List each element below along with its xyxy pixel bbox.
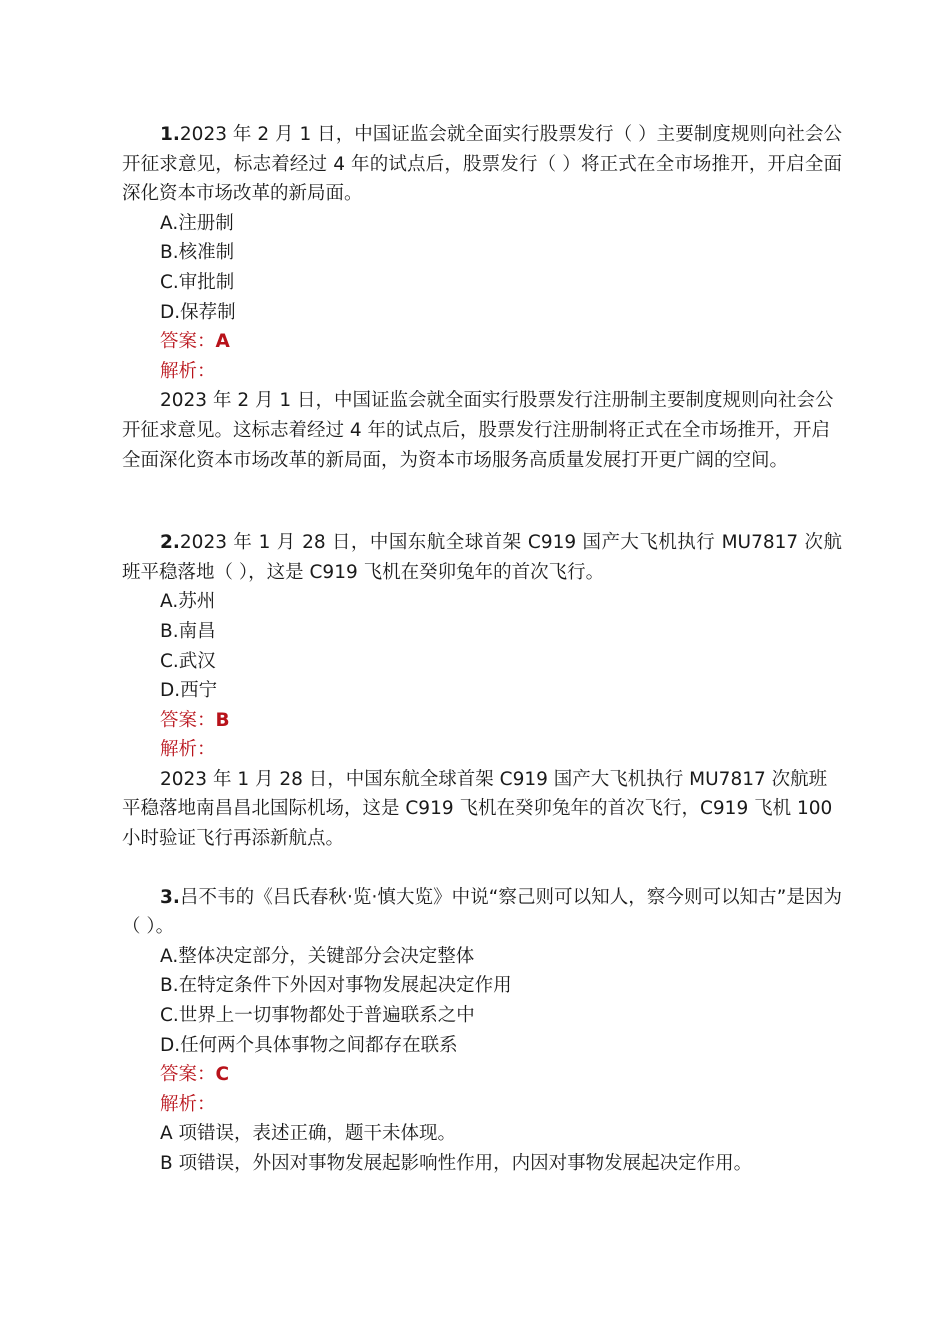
answer-label: 答案： <box>160 331 216 353</box>
question-1-number: 1. <box>160 124 180 145</box>
question-3-option-c: C.世界上一切事物都处于普遍联系之中 <box>160 1005 475 1027</box>
question-3-analysis-b: B 项错误，外因对事物发展起影响性作用，内因对事物发展起决定作用。 <box>160 1153 753 1174</box>
question-1-analysis-label: 解析： <box>160 360 216 382</box>
answer-value: B <box>215 709 230 731</box>
question-3-text: 吕不韦的《吕氏春秋·览·慎大览》中说“察己则可以知人，察今则可以知古”是因为（ ）。 <box>122 886 842 938</box>
question-2-option-a: A.苏州 <box>160 591 216 613</box>
question-3-stem <box>122 883 842 942</box>
question-3-analysis-a: A 项错误，表述正确，题干未体现。 <box>160 1123 457 1145</box>
answer-label: 答案： <box>160 709 216 731</box>
question-2-option-c: C.武汉 <box>160 650 216 672</box>
question-1-option-b: B.核准制 <box>160 242 235 264</box>
question-1-option-d: D.保荐制 <box>160 301 236 323</box>
question-2-text: 2023 年 1 月 28 日，中国东航全球首架 C919 国产大飞机执行 MU7817 次航班平稳落地（ ），这是 C919 飞机在癸卯兔年的首次飞行。 <box>122 532 842 583</box>
question-3 <box>122 883 842 1179</box>
question-2-number: 2. <box>160 532 180 554</box>
answer-value: A <box>215 331 230 353</box>
document-page <box>122 120 842 1179</box>
question-2-analysis: 2023 年 1 月 28 日，中国东航全球首架 C919 国产大飞机执行 MU7817 次航班平稳落地南昌昌北国际机场，这是 C919 飞机在癸卯兔年的首次飞行，C919 飞机 100 小时验证飞行再添新航点。 <box>122 768 833 850</box>
question-3-answer <box>122 1060 842 1090</box>
answer-label: 答案： <box>160 1064 216 1086</box>
question-3-option-b: B.在特定条件下外因对事物发展起决定作用 <box>160 975 512 997</box>
question-1-text: 2023 年 2 月 1 日，中国证监会就全面实行股票发行（ ）主要制度规则向社会公开征求意见，标志着经过 4 年的试点后，股票发行（ ）将正式在全市场推开，开启全面深化资本市场改革的新局面。 <box>122 124 842 205</box>
question-3-analysis-label: 解析： <box>160 1093 216 1115</box>
question-1-analysis: 2023 年 2 月 1 日，中国证监会就全面实行股票发行注册制主要制度规则向社会公开征求意见。这标志着经过 4 年的试点后，股票发行注册制将正式在全市场推开，开启全面深化资本市场改革的新局面，为资本市场服务高质量发展打开更广阔的空间。 <box>122 390 834 471</box>
question-2-option-b: B.南昌 <box>160 620 216 642</box>
question-2-option-d: D.西宁 <box>160 680 218 702</box>
question-1 <box>122 120 842 475</box>
question-1-stem <box>122 120 842 209</box>
question-1-option-a: A.注册制 <box>160 212 234 234</box>
question-1-answer <box>122 327 842 357</box>
question-2-analysis-label: 解析： <box>160 739 216 761</box>
question-2-answer <box>122 706 842 736</box>
question-2 <box>122 528 842 854</box>
question-2-stem <box>122 528 842 587</box>
question-3-number: 3. <box>160 886 180 908</box>
answer-value: C <box>215 1064 230 1086</box>
question-3-option-a: A.整体决定部分，关键部分会决定整体 <box>160 945 475 967</box>
question-1-option-c: C.审批制 <box>160 271 235 293</box>
question-3-option-d: D.任何两个具体事物之间都存在联系 <box>160 1034 458 1056</box>
